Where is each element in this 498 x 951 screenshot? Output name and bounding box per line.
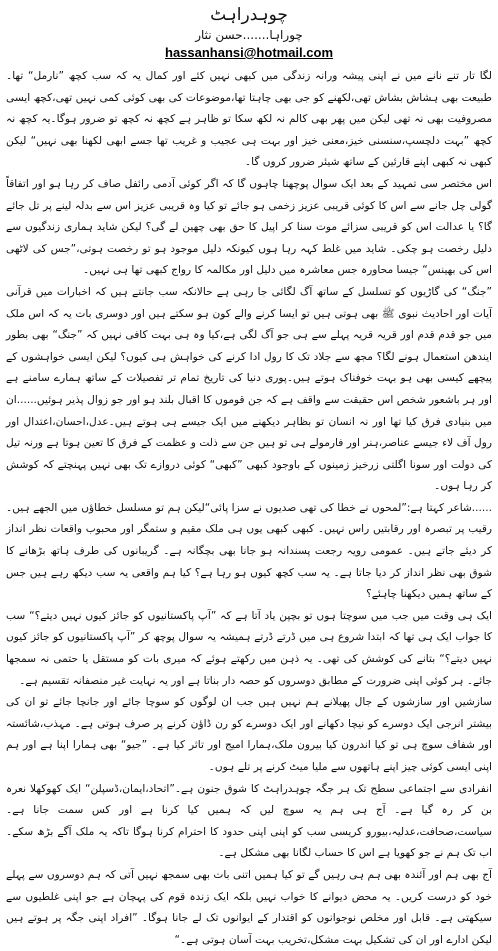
- paragraph-4: ......شاعر کہتا ہے:”لمحوں نے خطا کی تھی صدیوں نے سزا پائی“لیکن ہم تو مسلسل خطاؤں میں الجھے ہیں۔ رقیب پر تبصرہ اور رقابتیں راس نہیں۔ کبھی کبھی یوں ہی ملک مقیم و ستمگر اور محبوب واقعات نظر انداز کر دیئے جاتے ہیں۔ عمومی رویہ رجعت پسندانہ ہو جانا بھی بچگانہ ہے۔ گریبانوں کی طرف ہاتھ بڑھانے کا شوق بھی نظر انداز کر دیا جاتا ہے۔ یہ سب کچھ کیوں ہو رہا ہے؟ کیا ہم واقعی یہ سب دیکھ رہے ہیں جس کے ساتھ ہمیں دیکھنا چاہئے؟: [6, 501, 492, 601]
- article-title: چوہدراہٹ: [210, 5, 288, 25]
- author-email-link[interactable]: hassanhansi@hotmail.com: [165, 45, 333, 60]
- article-body: [6, 66, 492, 946]
- paragraph-2: اس مختصر سی تمہید کے بعد ایک سوال پوچھنا چاہوں گا کہ اگر کوئی آدمی رائفل صاف کر رہا ہو اور اتفاقاً گولی چل جانے سے اس کا کوئی قریبی عزیز زخمی ہو جائے تو کیا وہ قریبی عزیز اس سے بدلہ لینے پر تل جائے گا؟ یا عدالت اس کو قریبی سزائے موت سنا کر اپیل کا حق بھی چھین لے گی؟ لیکن شاید ہماری زندگیوں سے دلیل رخصت ہو چکی۔ شاید میں غلط کہہ رہا ہوں کیونکہ دلیل موجود ہو تو رخصت ہوتی،”جس کی لاٹھی اس کی بھینس“ جیسا محاورہ جس معاشرہ میں دلیل اور مکالمہ کا رواج کبھی تھا ہی نہیں۔: [6, 177, 492, 277]
- paragraph-5: ایک ہی وقت میں جب میں سوچتا ہوں تو بچپن یاد آتا ہے کہ ”آپ پاکستانیوں کو جائز کیوں نہیں دیتے؟“ سب کا جواب ایک ہی تھا کہ ابتدا شروع ہی میں ڈرتے ڈرتے ہمیشہ یہ سوال پوچھ کر ”آپ پاکستانیوں کو جائز کیوں نہیں دیتے؟“ بتانے کی کوشش کی تھی۔ یہ ذہن میں رکھتے ہوئے کہ میری بات کو مستقل یا حتمی نہ سمجھا جائے۔ ہر کوئی اپنی ضرورت کے مطابق دوسروں کو حصہ دار بناتا ہے اور یہ نہایت غیر منصفانہ تقسیم ہے۔: [6, 609, 492, 687]
- paragraph-6: سازشیں اور سازشوں کے جال پھیلانے ہم نہیں ہیں جب ان لوگوں کو سوچا جائے اور جانچا جائے تو ان کی بیشتر انرجی ایک دوسرے کو نیچا دکھانے اور ایک دوسرے کو رن ڈاؤن کرنے پر صرف ہوتی ہے۔ مہذب،شائستہ اور شفاف سوچ ہی تو کیا اندرون کیا بیرون ملک،ہمارا امیج اور تاثر کیا ہے۔ ”جیو“ بھی ہمارا اپنا ہے اور ہم اپنی ایسی کوئی چیز اپنے ہاتھوں سے ملیا میٹ کرنے پر تلے ہوں۔: [6, 696, 492, 773]
- author-email[interactable]: [0, 45, 498, 60]
- paragraph-8: آج بھی ہم اور آئندہ بھی ہم ہی رہیں گے تو کیا ہمیں اتنی بات بھی سمجھ نہیں آتی کہ ہم دوسروں سے پہلے خود کو درست کریں۔ یہ محض دیوانے کا خواب نہیں بلکہ ایک زندہ قوم کی پہچان ہے جو اپنی غلطیوں سے سیکھتی ہے۔ قابل اور مخلص نوجوانوں کو اقتدار کے ایوانوں تک لے جانا ہوگا۔ ”افراد اپنی جگہ پر ہوتے ہیں لیکن ادارے اور ان کی تشکیل بہت مشکل،تخریب بہت آسان ہوتی ہے۔“: [6, 868, 492, 946]
- paragraph-3: ”جنگ“ کی گاڑیوں کو تسلسل کے ساتھ آگ لگائی جا رہی ہے حالانکہ سب جانتے ہیں کہ اخبارات میں قرآنی آیات اور احادیث نبوی ﷺ بھی ہوتی ہیں تو ایسا کرنے والے کون ہو سکتے ہیں اور دوسری بات یہ کہ اس ملک میں جو قدم قدم اور قریہ قریہ پہلے سے ہی جو آگ لگی ہے،کیا وہ ہی بہت کافی نہیں کہ ”جنگ“ بھی بطور ایندھن استعمال ہونے لگا؟ مجھ سے جلاد تک کا رول ادا کرنے کی خواہش ہی کیوں؟ لیکن ایسی خواہشوں کے پیچھے کیسی بھی ہو بہت خوفناک ہوتے ہیں۔پوری دنیا کی تاریخ تمام تر تفصیلات کے ساتھ ہمارے سامنے ہے اور ہر باشعور شخص اس حقیقت سے واقف ہے کہ جن قوموں کا اقبال بلند ہو اور جو زوال پذیر ہوئیں......ان میں بنیادی فرق کیا تھا اور نہ انسان تو بظاہر دیکھنے میں ایک جیسے ہی ہوتے ہیں۔عدل،احسان،اعتدال اور رول آف لاء جیسے عناصر،ہنر اور فارمولے ہی تو ہیں جن سے ذلت و عظمت کے فرق کا تعین ہوتا ہے ورنہ تیل کی دولت اور سونا اگلتی زرخیز زمینوں کے باوجود کبھی ”کبھی“ کوئی دروازے تک بھی نہیں پہنچتے کہ کوشش کر رہا ہوں۔: [6, 285, 492, 493]
- article-byline: چوراہا.......حسن نثار: [195, 28, 303, 42]
- paragraph-7: انفرادی سے اجتماعی سطح تک ہر جگہ چوہدراہٹ کا شوق جنون ہے۔”اتحاد،ایمان،ڈسپلن“ ایک کھوکھلا نعرہ بن کر رہ گیا ہے۔ آج ہی ہم یہ سوچ لیں کہ ہمیں کیا کرنا ہے اور کس سمت جانا ہے۔ سیاست،صحافت،عدلیہ،بیورو کریسی سب کو اپنی اپنی حدود کا احترام کرنا ہوگا تاکہ یہ ملک آگے بڑھ سکے۔ اب تک ہم نے جو کھویا ہے اس کا حساب لگانا بھی مشکل ہے۔: [6, 782, 492, 860]
- paragraph-1: لگا تار تنے نانے میں نے اپنی پیشہ ورانہ زندگی میں کبھی نہیں کئے اور کمال یہ کہ سب کچھ ”نارمل“ تھا۔طبیعت بھی ہشاش بشاش تھی،لکھنے کو جی بھی چاہتا تھا،موضوعات کی بھی کوئی کمی نہیں تھی،کچھ ایسی مصروفیت بھی نہ تھی لیکن میں پھر بھی کالم نہ لکھ سکا تو ظاہر ہے کچھ نہ کچھ تو ضرور ہوگا۔یہ کچھ نہ کچھ ”بہت دلچسپ،سنسنی خیز،معنی خیز اور بہت ہی عجیب و غریب تھا جسے ابھی لکھنا بھی نہیں“ لیکن کبھی نہ کبھی اپنے قارئین کے ساتھ شیئر ضرور کروں گا۔: [6, 70, 492, 169]
